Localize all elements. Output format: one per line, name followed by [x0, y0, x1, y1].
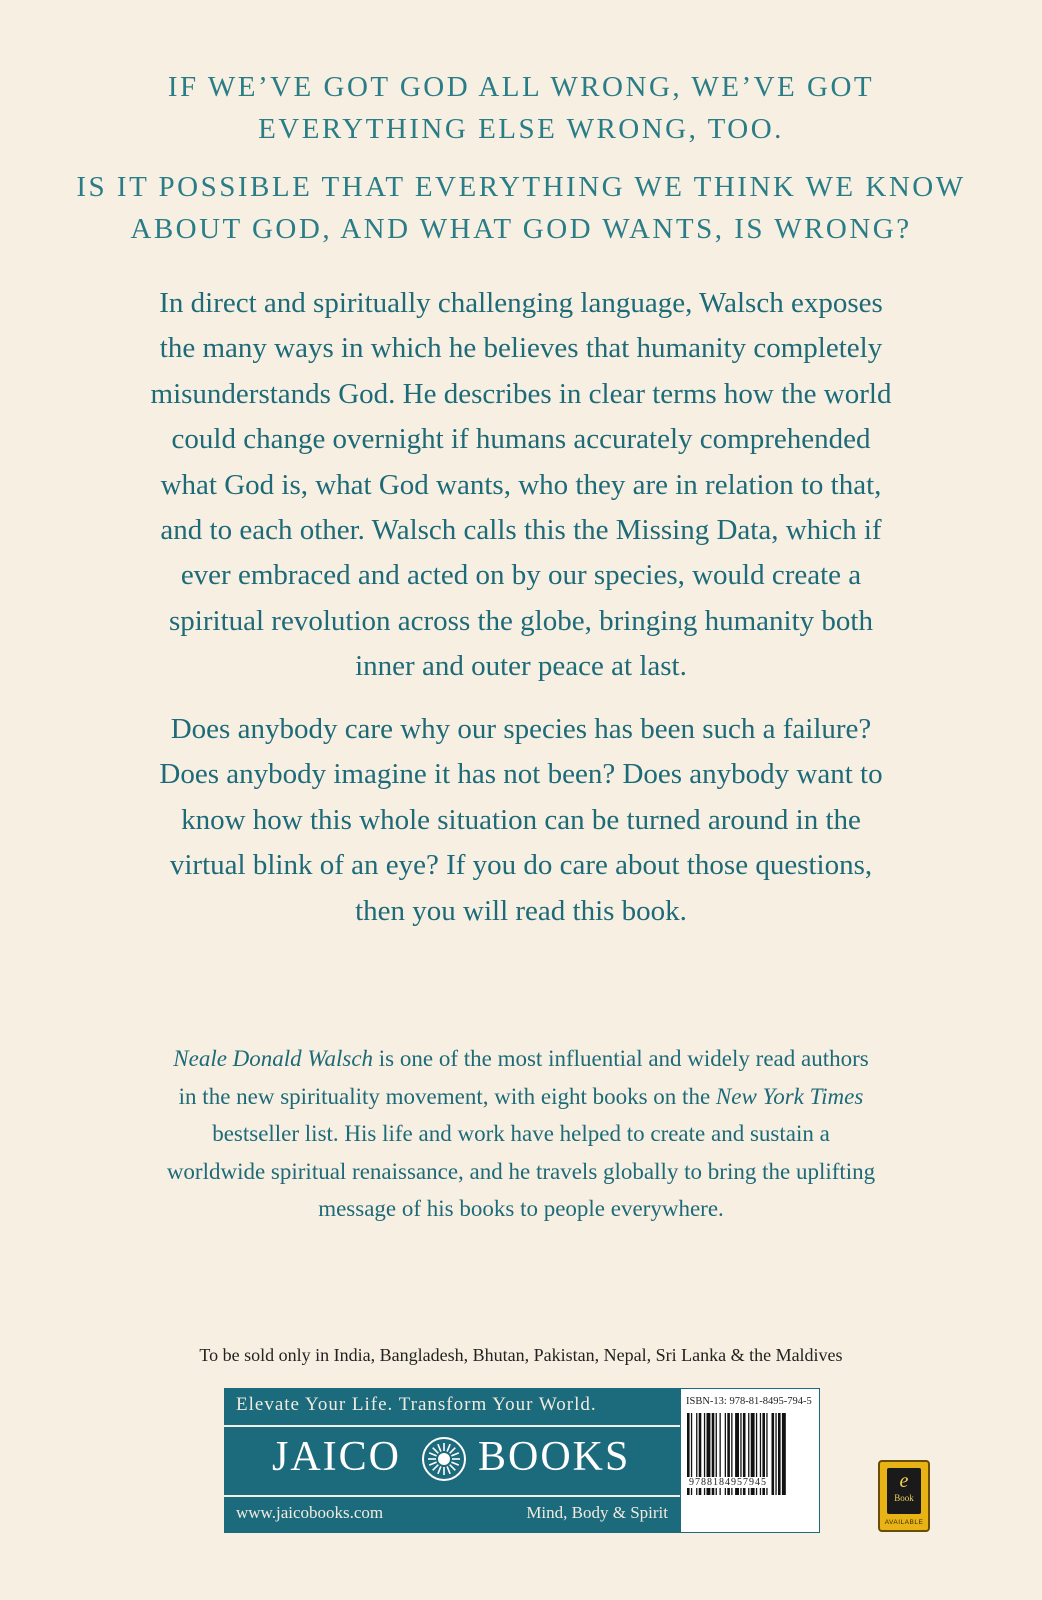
publisher-block	[224, 1388, 680, 1533]
description-paragraph-2	[0, 707, 1042, 934]
paragraph-line: ever embraced and acted on by our species, would create a	[180, 559, 862, 592]
publisher-website: www.jaicobooks.com	[236, 1503, 384, 1522]
paragraph-line: Does anybody imagine it has not been? Does anybody want to	[159, 758, 883, 791]
ebook-availability: AVAILABLE	[884, 1519, 924, 1526]
headline-block-1	[0, 66, 1042, 150]
bio-line	[0, 1040, 1042, 1078]
bio-line: bestseller list. His life and work have helped to create and sustain a	[212, 1121, 830, 1147]
paragraph-line: virtual blink of an eye? If you do care about those questions,	[169, 849, 873, 882]
publisher-name-right: BOOKS	[478, 1434, 631, 1480]
isbn-label: ISBN-13: 978-81-8495-794-5	[686, 1396, 812, 1407]
paragraph-line: In direct and spiritually challenging language, Walsch exposes	[159, 287, 883, 319]
paragraph-line: misunderstands God. He describes in clear terms how the world	[150, 377, 892, 410]
bio-text: is one of the most influential and widely read authors	[373, 1046, 869, 1071]
paragraph-line: could change overnight if humans accurately comprehended	[171, 423, 871, 456]
description-paragraph-1	[0, 281, 1042, 690]
headline-line: ABOUT GOD, AND WHAT GOD WANTS, IS WRONG?	[130, 213, 912, 245]
headline-line: EVERYTHING ELSE WRONG, TOO.	[258, 113, 784, 145]
paragraph-line: and to each other. Walsch calls this the Missing Data, which if	[160, 514, 882, 547]
paragraph-line: the many ways in which he believes that humanity completely	[159, 332, 883, 365]
headline-line: IF WE’VE GOT GOD ALL WRONG, WE’VE GOT	[167, 71, 875, 103]
barcode-number: 9788184957945	[689, 1477, 767, 1488]
headline-block-2	[0, 166, 1042, 250]
paragraph-line: what God is, what God wants, who they are in relation to that,	[160, 468, 882, 501]
ebook-letter: e	[899, 1470, 909, 1492]
bio-line: message of his books to people everywhere.	[318, 1196, 724, 1222]
publisher-name-left: JAICO	[272, 1434, 402, 1480]
divider	[224, 1425, 680, 1427]
genre-label: Mind, Body & Spirit	[526, 1503, 668, 1522]
bio-line: worldwide spiritual renaissance, and he travels globally to bring the uplifting	[166, 1158, 876, 1184]
paragraph-line: then you will read this book.	[355, 894, 687, 927]
paragraph-line: know how this whole situation can be turned around in the	[181, 803, 861, 836]
headline-line: IS IT POSSIBLE THAT EVERYTHING WE THINK WE KNOW	[76, 171, 966, 203]
newspaper-name: New York Times	[715, 1083, 864, 1109]
ebook-available-badge	[878, 1460, 930, 1532]
paragraph-line: spiritual revolution across the globe, bringing humanity both	[169, 604, 873, 637]
author-name: Neale Donald Walsch	[173, 1046, 374, 1071]
territory-notice: To be sold only in India, Bangladesh, Bhutan, Pakistan, Nepal, Sri Lanka & the Maldives	[199, 1345, 843, 1365]
author-bio	[0, 1040, 1042, 1228]
bio-text: in the new spirituality movement, with eight books on the	[178, 1083, 716, 1109]
bio-line	[0, 1078, 1042, 1116]
sun-logo-icon	[420, 1435, 468, 1483]
paragraph-line: Does anybody care why our species has been such a failure?	[170, 713, 872, 745]
divider	[224, 1495, 680, 1497]
ebook-label: Book	[894, 1493, 914, 1503]
publisher-tagline: Elevate Your Life. Transform Your World.	[236, 1394, 597, 1415]
ebook-icon	[887, 1468, 921, 1514]
barcode-panel	[680, 1388, 820, 1533]
paragraph-line: inner and outer peace at last.	[355, 650, 687, 683]
